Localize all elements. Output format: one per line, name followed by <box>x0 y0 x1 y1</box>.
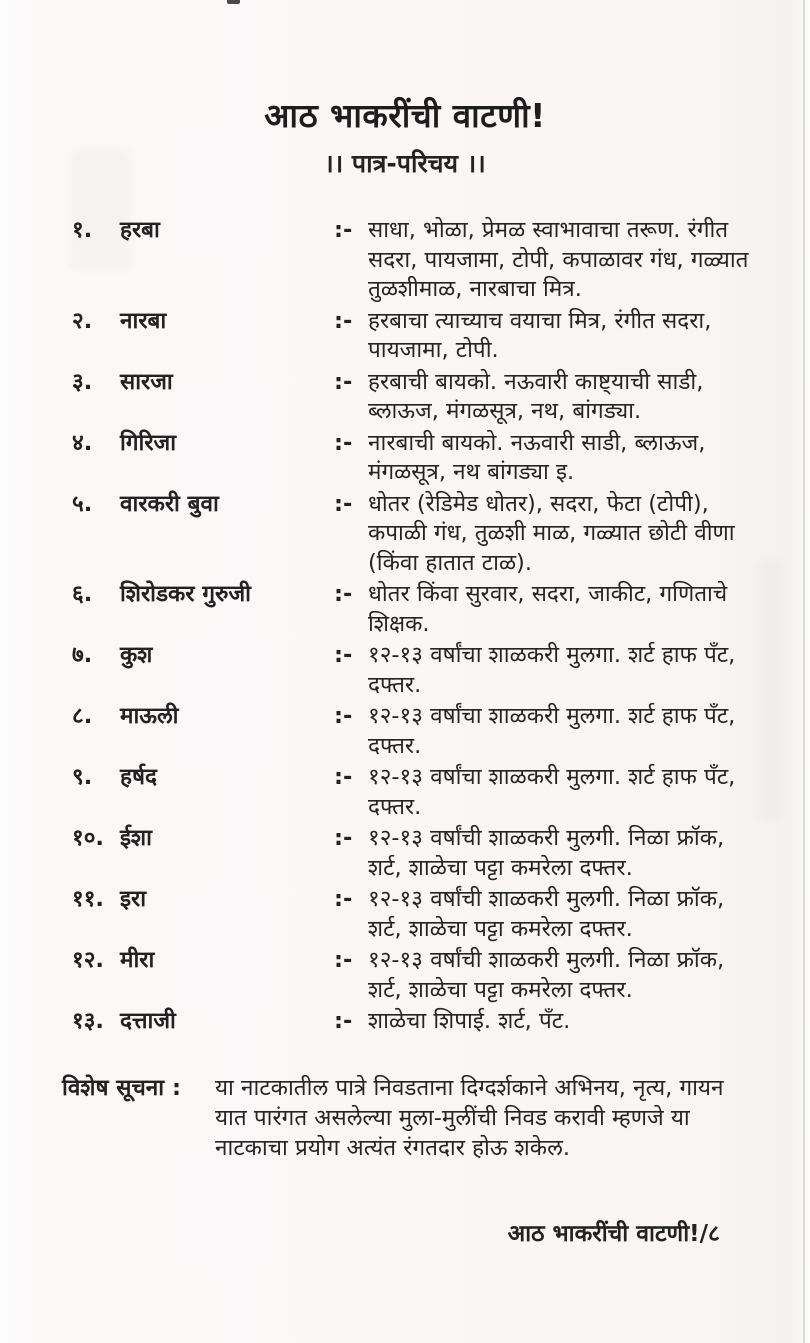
character-name: हर्षद <box>120 764 157 790</box>
character-row <box>72 216 750 305</box>
colon-dash-separator: :- <box>334 307 353 334</box>
character-number: ८. <box>72 703 93 729</box>
colon-dash-separator: :- <box>334 217 353 243</box>
character-name: इरा <box>120 886 147 912</box>
colon-dash-separator: :- <box>334 1008 353 1034</box>
character-number: ११. <box>72 886 104 912</box>
page-footer-running-title: आठ भाकरींची वाटणी!/८ <box>507 1221 720 1247</box>
character-name: कुश <box>120 642 153 668</box>
colon-dash-separator: :- <box>334 581 353 607</box>
character-row <box>72 824 750 883</box>
character-number: १३. <box>72 1008 104 1034</box>
character-list <box>60 216 750 1037</box>
character-row <box>72 368 750 427</box>
character-name: मीरा <box>120 947 155 973</box>
character-row <box>72 763 750 822</box>
character-description: १२-१३ वर्षांचा शाळकरी मुलगा. शर्ट हाफ पँट, दफ्तर. <box>368 764 736 820</box>
character-description: नारबाची बायको. नऊवारी साडी, ब्लाऊज, मंगळसूत्र, नथ बांगड्या इ. <box>368 429 706 485</box>
character-description: धोतर (रेडिमेड धोतर), सदरा, फेटा (टोपी), कपाळी गंध, तुळशी माळ, गळ्यात छोटी वीणा (किंवा हातात टाळ). <box>368 490 735 576</box>
character-description: १२-१३ वर्षांची शाळकरी मुलगी. निळा फ्रॉक, शर्ट, शाळेचा पट्टा कमरेला दफ्तर. <box>368 825 725 881</box>
character-row <box>72 946 750 1005</box>
character-row <box>72 429 750 488</box>
play-title: आठ भाकरींची वाटणी! <box>264 96 546 135</box>
character-name: सारजा <box>120 368 173 395</box>
colon-dash-separator: :- <box>334 947 353 973</box>
colon-dash-separator: :- <box>334 825 353 851</box>
character-name: नारबा <box>120 307 167 334</box>
special-note-text: या नाटकातील पात्रे निवडताना दिग्दर्शकाने अभिनय, नृत्य, गायन यात पारंगत असलेल्या मुला-मुलींची निवड करावी म्हणजे या नाटकाचा प्रयोग अत्यंत रंगतदार होऊ शकेल. <box>215 1074 724 1161</box>
character-name: दत्ताजी <box>120 1008 176 1034</box>
character-name: माऊली <box>120 703 179 729</box>
character-number: २. <box>72 307 93 334</box>
colon-dash-separator: :- <box>334 764 353 790</box>
colon-dash-separator: :- <box>334 642 353 668</box>
character-number: ९. <box>72 764 93 790</box>
character-description: १२-१३ वर्षांची शाळकरी मुलगी. निळा फ्रॉक, शर्ट, शाळेचा पट्टा कमरेला दफ्तर. <box>368 886 725 942</box>
character-number: ५. <box>72 490 93 517</box>
section-heading-cast-introduction: ।। पात्र-परिचय ।। <box>324 149 486 178</box>
character-number: ७. <box>72 642 93 668</box>
character-description: साधा, भोळा, प्रेमळ स्वाभावाचा तरूण. रंगीत सदरा, पायजामा, टोपी, कपाळावर गंध, गळ्यात तुळशीमाळ, नारबाचा मित्र. <box>368 217 749 302</box>
character-name: गिरिजा <box>120 429 177 456</box>
character-row <box>72 1007 750 1037</box>
character-name: हरबा <box>120 217 160 243</box>
character-number: १. <box>72 217 93 243</box>
character-name: शिरोडकर गुरुजी <box>120 581 251 607</box>
colon-dash-separator: :- <box>334 368 353 395</box>
special-note-label: विशेष सूचना : <box>62 1074 181 1101</box>
character-number: १२. <box>72 947 104 973</box>
character-name: ईशा <box>120 825 152 851</box>
character-row <box>72 885 750 944</box>
character-name: वारकरी बुवा <box>120 490 219 517</box>
colon-dash-separator: :- <box>334 490 353 517</box>
character-description: धोतर किंवा सुरवार, सदरा, जाकीट, गणिताचे शिक्षक. <box>368 581 728 637</box>
character-row <box>72 702 750 761</box>
character-number: ४. <box>72 429 93 456</box>
character-number: १०. <box>72 825 104 851</box>
special-note <box>60 1073 750 1163</box>
colon-dash-separator: :- <box>334 703 353 729</box>
character-description: हरबाची बायको. नऊवारी काष्ट्याची साडी, ब्लाऊज, मंगळसूत्र, नथ, बांगड्या. <box>368 368 704 424</box>
character-description: हरबाचा त्याच्याच वयाचा मित्र, रंगीत सदरा, पायजामा, टोपी. <box>368 307 712 363</box>
character-description: शाळेचा शिपाई. शर्ट, पँट. <box>368 1008 571 1034</box>
character-description: १२-१३ वर्षांचा शाळकरी मुलगा. शर्ट हाफ पँट, दफ्तर. <box>368 703 736 759</box>
character-row <box>72 641 750 700</box>
colon-dash-separator: :- <box>334 886 353 912</box>
colon-dash-separator: :- <box>334 429 353 456</box>
character-row <box>72 490 750 579</box>
character-number: ३. <box>72 368 93 395</box>
character-description: १२-१३ वर्षांचा शाळकरी मुलगा. शर्ट हाफ पँट, दफ्तर. <box>368 642 736 698</box>
character-row <box>72 580 750 639</box>
character-number: ६. <box>72 581 93 607</box>
character-row <box>72 307 750 366</box>
character-description: १२-१३ वर्षांची शाळकरी मुलगी. निळा फ्रॉक, शर्ट, शाळेचा पट्टा कमरेला दफ्तर. <box>368 947 725 1003</box>
